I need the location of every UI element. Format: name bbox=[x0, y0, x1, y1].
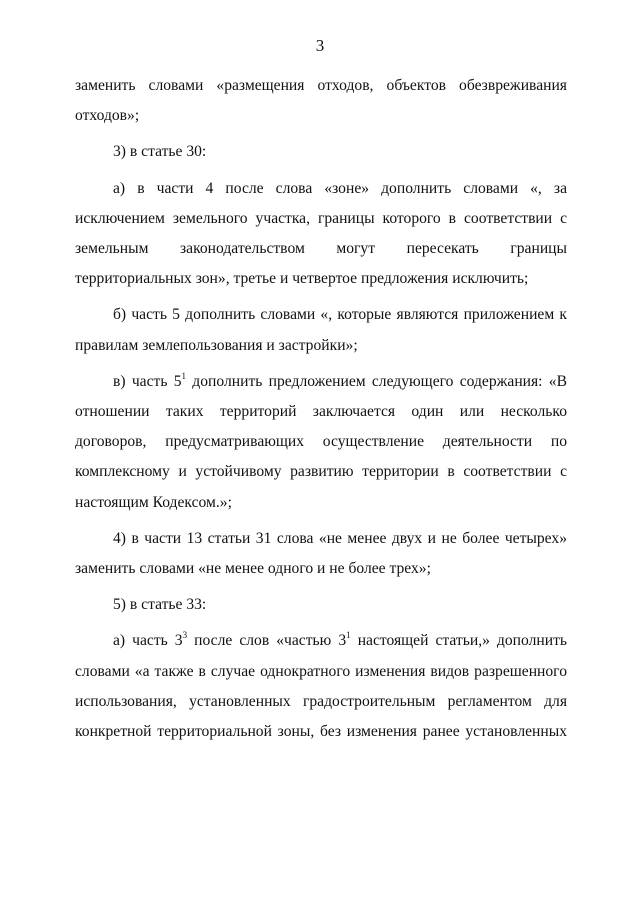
paragraph-item-3v bbox=[75, 367, 567, 518]
superscript: 3 bbox=[182, 630, 188, 641]
paragraph-item-5: 5) в статье 33: bbox=[113, 596, 207, 614]
page-number: 3 bbox=[315, 36, 325, 55]
superscript: 1 bbox=[346, 630, 351, 641]
paragraph-item-3a: а) в части 4 после слова «зоне» дополнить словами «, за исключением земельного участка, границы которого в соответствии с земельным законодательством могут пересекать границы территориальных зон», третье и четвертое предложения исключить; bbox=[75, 179, 567, 288]
paragraph-text: дополнить предложением следующего содержания: «В отношении таких территорий заключается один или несколько договоров, предусматривающих осуществление деятельности по комплексному и устойчивому развитию территории в соответствии с настоящим Кодексом.»; bbox=[75, 372, 567, 511]
paragraph-item-3: 3) в статье 30: bbox=[113, 143, 207, 161]
paragraph-item-5a bbox=[75, 626, 567, 747]
paragraph-text: в) часть 5 bbox=[113, 372, 182, 390]
document-body bbox=[75, 71, 567, 753]
paragraph-text: настоящей статьи,» дополнить словами «а также в случае однократного изменения видов разрешенного использования, установленных градостроительным регламентом для конкретной территориальной зоны, без изменения ранее установленных bbox=[75, 632, 567, 741]
paragraph-text: а) часть 3 bbox=[113, 632, 183, 650]
paragraph-item-4: 4) в части 13 статьи 31 слова «не менее двух и не более четырех» заменить словами «не менее одного и не более трех»; bbox=[75, 529, 567, 578]
paragraph-continuation: заменить словами «размещения отходов, объектов обезвреживания отходов»; bbox=[75, 77, 567, 125]
paragraph-item-3b: б) часть 5 дополнить словами «, которые являются приложением к правилам землепользования и застройки»; bbox=[75, 306, 567, 354]
paragraph-text: после слов «частью 3 bbox=[187, 632, 347, 650]
superscript: 1 bbox=[181, 370, 187, 381]
